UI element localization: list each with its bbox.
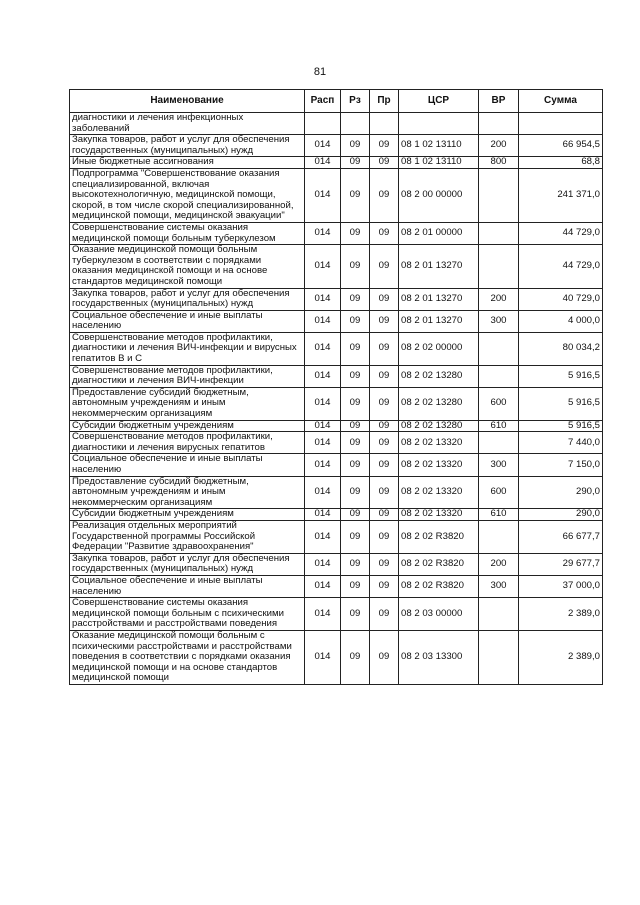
table-row — [70, 113, 603, 135]
row-pr: 09 — [370, 575, 399, 597]
row-name: Совершенствование методов профилактики, диагностики и лечения ВИЧ-инфекции и вирусных гепатитов В и С — [70, 332, 305, 365]
row-pr: 09 — [370, 310, 399, 332]
row-rasp: 014 — [305, 598, 341, 631]
row-pr: 09 — [370, 222, 399, 244]
row-sum: 5 916,5 — [519, 387, 603, 420]
row-rz: 09 — [341, 509, 370, 521]
row-csr: 08 2 02 13320 — [399, 509, 479, 521]
row-vr: 200 — [479, 135, 519, 157]
row-csr: 08 2 02 13280 — [399, 387, 479, 420]
row-rasp: 014 — [305, 476, 341, 509]
row-rasp: 014 — [305, 420, 341, 432]
header-vr: ВР — [479, 90, 519, 113]
row-pr: 09 — [370, 157, 399, 169]
row-rasp: 014 — [305, 288, 341, 310]
budget-table — [69, 89, 603, 685]
row-rz: 09 — [341, 387, 370, 420]
row-rasp: 014 — [305, 365, 341, 387]
row-pr: 09 — [370, 553, 399, 575]
row-rasp: 014 — [305, 509, 341, 521]
table-row — [70, 553, 603, 575]
row-rz — [341, 113, 370, 135]
row-vr — [479, 168, 519, 222]
row-rasp: 014 — [305, 332, 341, 365]
row-csr: 08 2 01 00000 — [399, 222, 479, 244]
row-name: диагностики и лечения инфекционных заболеваний — [70, 113, 305, 135]
row-name: Подпрограмма "Совершенствование оказания специализированной, включая высокотехнологичную, медицинской помощи, скорой, в том числе скорой специализированной, медицинской помощи, медицинской эвакуации" — [70, 168, 305, 222]
row-rz: 09 — [341, 332, 370, 365]
row-sum: 5 916,5 — [519, 365, 603, 387]
row-sum: 2 389,0 — [519, 630, 603, 684]
row-sum: 290,0 — [519, 509, 603, 521]
row-name: Совершенствование системы оказания медицинской помощи больным с психическими расстройствами и расстройствами поведения — [70, 598, 305, 631]
table-row — [70, 157, 603, 169]
row-rz: 09 — [341, 630, 370, 684]
row-csr — [399, 113, 479, 135]
table-row — [70, 365, 603, 387]
row-rasp: 014 — [305, 168, 341, 222]
header-sum: Сумма — [519, 90, 603, 113]
row-rasp: 014 — [305, 222, 341, 244]
row-csr: 08 2 00 00000 — [399, 168, 479, 222]
table-row — [70, 332, 603, 365]
row-pr: 09 — [370, 135, 399, 157]
row-pr: 09 — [370, 288, 399, 310]
table-row — [70, 575, 603, 597]
row-rz: 09 — [341, 432, 370, 454]
row-sum: 7 150,0 — [519, 454, 603, 476]
row-rasp: 014 — [305, 432, 341, 454]
row-pr: 09 — [370, 476, 399, 509]
row-vr: 200 — [479, 288, 519, 310]
row-sum: 5 916,5 — [519, 420, 603, 432]
row-vr — [479, 520, 519, 553]
row-rasp: 014 — [305, 575, 341, 597]
row-sum — [519, 113, 603, 135]
row-name: Закупка товаров, работ и услуг для обеспечения государственных (муниципальных) нужд — [70, 553, 305, 575]
row-name: Социальное обеспечение и иные выплаты населению — [70, 310, 305, 332]
table-row — [70, 222, 603, 244]
row-csr: 08 2 02 R3820 — [399, 553, 479, 575]
row-name: Предоставление субсидий бюджетным, автономным учреждениям и иным некоммерческим организациям — [70, 387, 305, 420]
row-csr: 08 2 02 00000 — [399, 332, 479, 365]
row-rasp: 014 — [305, 454, 341, 476]
row-rz: 09 — [341, 365, 370, 387]
header-name: Наименование — [70, 90, 305, 113]
table-row — [70, 630, 603, 684]
row-name: Совершенствование методов профилактики, диагностики и лечения ВИЧ-инфекции — [70, 365, 305, 387]
row-name: Социальное обеспечение и иные выплаты населению — [70, 454, 305, 476]
row-rz: 09 — [341, 454, 370, 476]
row-name: Иные бюджетные ассигнования — [70, 157, 305, 169]
table-body — [70, 113, 603, 685]
row-rz: 09 — [341, 157, 370, 169]
row-rz: 09 — [341, 168, 370, 222]
row-rz: 09 — [341, 420, 370, 432]
row-pr: 09 — [370, 245, 399, 288]
row-vr: 300 — [479, 310, 519, 332]
row-vr: 600 — [479, 476, 519, 509]
table-row — [70, 420, 603, 432]
row-vr — [479, 630, 519, 684]
row-pr: 09 — [370, 598, 399, 631]
row-vr — [479, 222, 519, 244]
row-pr: 09 — [370, 520, 399, 553]
row-rz: 09 — [341, 476, 370, 509]
row-csr: 08 2 02 R3820 — [399, 575, 479, 597]
table-row — [70, 245, 603, 288]
row-csr: 08 2 01 13270 — [399, 245, 479, 288]
row-sum: 44 729,0 — [519, 245, 603, 288]
row-name: Совершенствование системы оказания медицинской помощи больным туберкулезом — [70, 222, 305, 244]
row-rasp: 014 — [305, 310, 341, 332]
row-rasp: 014 — [305, 520, 341, 553]
row-vr: 800 — [479, 157, 519, 169]
row-sum: 68,8 — [519, 157, 603, 169]
header-rz: Рз — [341, 90, 370, 113]
row-pr: 09 — [370, 332, 399, 365]
table-row — [70, 310, 603, 332]
table-row — [70, 598, 603, 631]
row-csr: 08 1 02 13110 — [399, 135, 479, 157]
row-csr: 08 2 02 13320 — [399, 432, 479, 454]
row-name: Предоставление субсидий бюджетным, автономным учреждениям и иным некоммерческим организациям — [70, 476, 305, 509]
table-row — [70, 387, 603, 420]
row-sum: 290,0 — [519, 476, 603, 509]
row-vr: 600 — [479, 387, 519, 420]
row-sum: 7 440,0 — [519, 432, 603, 454]
row-rasp: 014 — [305, 387, 341, 420]
row-vr — [479, 598, 519, 631]
row-pr — [370, 113, 399, 135]
row-sum: 66 677,7 — [519, 520, 603, 553]
row-csr: 08 2 02 13320 — [399, 454, 479, 476]
row-sum: 2 389,0 — [519, 598, 603, 631]
row-sum: 66 954,5 — [519, 135, 603, 157]
row-csr: 08 2 01 13270 — [399, 310, 479, 332]
row-sum: 4 000,0 — [519, 310, 603, 332]
row-name: Закупка товаров, работ и услуг для обеспечения государственных (муниципальных) нужд — [70, 288, 305, 310]
table-row — [70, 288, 603, 310]
header-rasp: Расп — [305, 90, 341, 113]
row-csr: 08 1 02 13110 — [399, 157, 479, 169]
row-csr: 08 2 03 13300 — [399, 630, 479, 684]
row-csr: 08 2 01 13270 — [399, 288, 479, 310]
row-vr — [479, 245, 519, 288]
row-sum: 40 729,0 — [519, 288, 603, 310]
row-rz: 09 — [341, 310, 370, 332]
row-vr: 200 — [479, 553, 519, 575]
row-csr: 08 2 02 R3820 — [399, 520, 479, 553]
row-csr: 08 2 03 00000 — [399, 598, 479, 631]
row-rasp: 014 — [305, 630, 341, 684]
row-rasp: 014 — [305, 245, 341, 288]
page-number: 81 — [313, 66, 327, 78]
row-csr: 08 2 02 13280 — [399, 365, 479, 387]
row-sum: 29 677,7 — [519, 553, 603, 575]
row-vr — [479, 365, 519, 387]
row-pr: 09 — [370, 365, 399, 387]
row-rasp — [305, 113, 341, 135]
row-rasp: 014 — [305, 157, 341, 169]
row-pr: 09 — [370, 168, 399, 222]
row-vr — [479, 332, 519, 365]
row-rasp: 014 — [305, 553, 341, 575]
row-name: Социальное обеспечение и иные выплаты населению — [70, 575, 305, 597]
row-name: Субсидии бюджетным учреждениям — [70, 420, 305, 432]
row-sum: 80 034,2 — [519, 332, 603, 365]
table-row — [70, 168, 603, 222]
row-pr: 09 — [370, 454, 399, 476]
row-pr: 09 — [370, 387, 399, 420]
row-name: Реализация отдельных мероприятий Государственной программы Российской Федерации "Развитие здравоохранения" — [70, 520, 305, 553]
row-vr: 610 — [479, 420, 519, 432]
row-pr: 09 — [370, 420, 399, 432]
row-name: Закупка товаров, работ и услуг для обеспечения государственных (муниципальных) нужд — [70, 135, 305, 157]
row-sum: 44 729,0 — [519, 222, 603, 244]
row-rz: 09 — [341, 245, 370, 288]
table-row — [70, 135, 603, 157]
row-rz: 09 — [341, 553, 370, 575]
table-row — [70, 432, 603, 454]
table-row — [70, 520, 603, 553]
table-row — [70, 509, 603, 521]
row-pr: 09 — [370, 630, 399, 684]
row-vr — [479, 113, 519, 135]
row-csr: 08 2 02 13320 — [399, 476, 479, 509]
row-rasp: 014 — [305, 135, 341, 157]
table-row — [70, 476, 603, 509]
row-rz: 09 — [341, 520, 370, 553]
row-sum: 241 371,0 — [519, 168, 603, 222]
row-rz: 09 — [341, 135, 370, 157]
row-rz: 09 — [341, 575, 370, 597]
header-pr: Пр — [370, 90, 399, 113]
table-row — [70, 454, 603, 476]
row-pr: 09 — [370, 432, 399, 454]
row-pr: 09 — [370, 509, 399, 521]
table-header-row — [70, 90, 603, 113]
row-name: Оказание медицинской помощи больным с психическими расстройствами и расстройствами поведения в соответствии с порядками оказания медицинской помощи и на основе стандартов медицинской помощи — [70, 630, 305, 684]
row-vr: 300 — [479, 454, 519, 476]
row-rz: 09 — [341, 598, 370, 631]
row-vr: 300 — [479, 575, 519, 597]
row-sum: 37 000,0 — [519, 575, 603, 597]
row-vr — [479, 432, 519, 454]
header-csr: ЦСР — [399, 90, 479, 113]
row-vr: 610 — [479, 509, 519, 521]
row-csr: 08 2 02 13280 — [399, 420, 479, 432]
row-name: Субсидии бюджетным учреждениям — [70, 509, 305, 521]
row-name: Оказание медицинской помощи больным туберкулезом в соответствии с порядками оказания медицинской помощи и на основе стандартов медицинской помощи — [70, 245, 305, 288]
row-name: Совершенствование методов профилактики, диагностики и лечения вирусных гепатитов — [70, 432, 305, 454]
row-rz: 09 — [341, 288, 370, 310]
row-rz: 09 — [341, 222, 370, 244]
